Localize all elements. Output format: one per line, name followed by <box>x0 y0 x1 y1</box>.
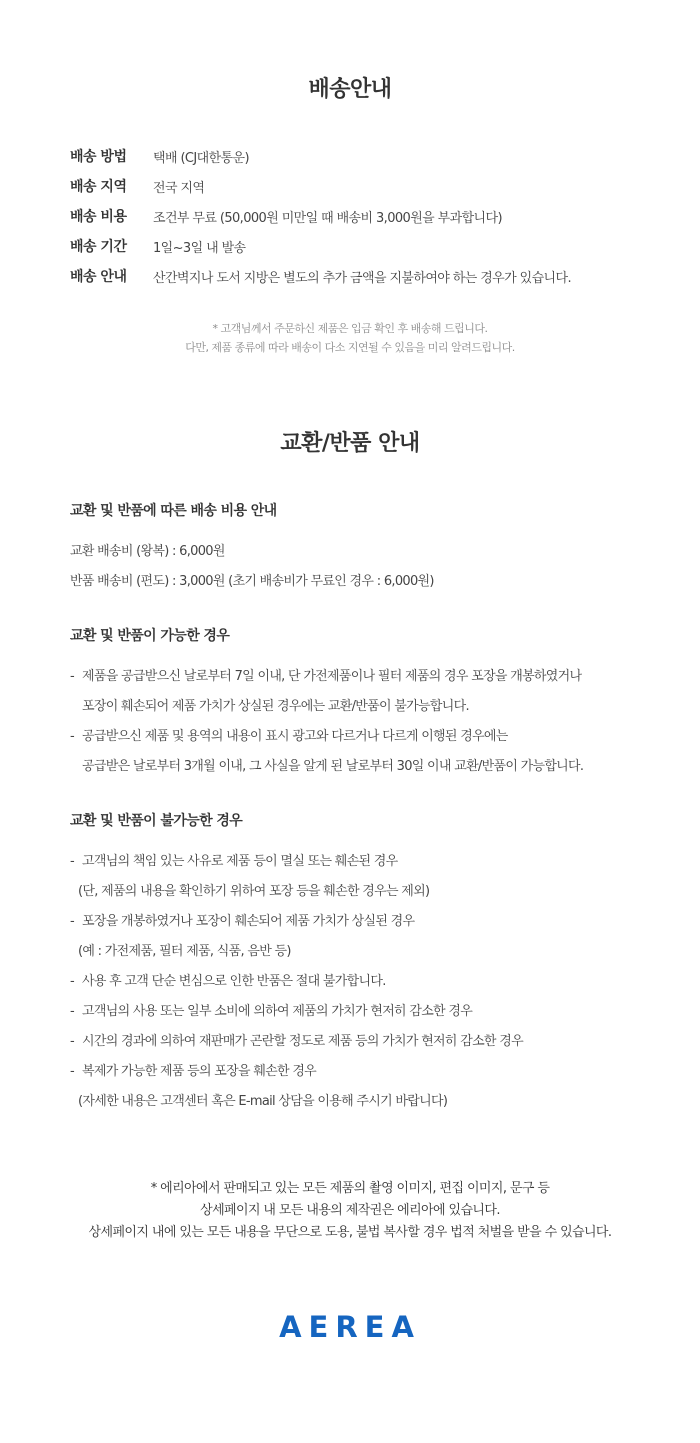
shipping-method-value: 택배 (CJ대한통운) <box>153 151 249 166</box>
exchange-impossible-heading: 교환 및 반품이 불가능한 경우 <box>70 813 243 829</box>
exchange-cost-heading: 교환 및 반품에 따른 배송 비용 안내 <box>70 503 277 519</box>
list-item: - 고객님의 사용 또는 일부 소비에 의하여 제품의 가치가 현저히 감소한 경우 <box>70 1004 473 1019</box>
shipping-notice-label: 배송 안내 <box>70 269 127 285</box>
list-item: - 공급받으신 제품 및 용역의 내용이 표시 광고와 다르거나 다르게 이행된 경우에는 <box>70 729 508 744</box>
list-item: - 포장을 개봉하였거나 포장이 훼손되어 제품 가치가 상실된 경우 <box>70 914 415 929</box>
exchange-possible-heading: 교환 및 반품이 가능한 경우 <box>70 628 230 644</box>
shipping-period-value: 1일~3일 내 발송 <box>153 241 246 256</box>
list-item: - 제품을 공급받으신 날로부터 7일 이내, 단 가전제품이나 필터 제품의 경우 포장을 개봉하였거나 <box>70 669 582 684</box>
exchange-title: 교환/반품 안내 <box>280 431 420 456</box>
shipping-cost-label: 배송 비용 <box>70 209 127 225</box>
shipping-title: 배송안내 <box>308 77 392 102</box>
list-item: - 사용 후 고객 단순 변심으로 인한 반품은 절대 불가합니다. <box>70 974 386 989</box>
shipping-region-value: 전국 지역 <box>153 181 205 196</box>
shipping-period-label: 배송 기간 <box>70 239 127 255</box>
shipping-region-label: 배송 지역 <box>70 179 127 195</box>
list-item: - 시간의 경과에 의하여 재판매가 곤란할 정도로 제품 등의 가치가 현저히 감소한 경우 <box>70 1034 523 1049</box>
list-item: - 복제가 가능한 제품 등의 포장을 훼손한 경우 <box>70 1064 317 1079</box>
shipping-note-line-2: 다만, 제품 종류에 따라 배송이 다소 지연될 수 있음을 미리 알려드립니다. <box>185 341 515 354</box>
exchange-cost-line-2: 반품 배송비 (편도) : 3,000원 (초기 배송비가 무료인 경우 : 6,000원) <box>70 574 434 589</box>
list-item: 공급받은 날로부터 3개월 이내, 그 사실을 알게 된 날로부터 30일 이내 교환/반품이 가능합니다. <box>82 759 584 774</box>
exchange-cost-line-1: 교환 배송비 (왕복) : 6,000원 <box>70 544 225 559</box>
copyright-line-1: * 에리아에서 판매되고 있는 모든 제품의 촬영 이미지, 편집 이미지, 문구 등 <box>150 1181 550 1196</box>
brand-logo: AEREA <box>279 1310 421 1344</box>
list-item: (단, 제품의 내용을 확인하기 위하여 포장 등을 훼손한 경우는 제외) <box>78 884 430 899</box>
shipping-notice-value: 산간벽지나 도서 지방은 별도의 추가 금액을 지불하여야 하는 경우가 있습니다. <box>153 271 571 286</box>
copyright-line-3: 상세페이지 내에 있는 모든 내용을 무단으로 도용, 불법 복사할 경우 법적 처벌을 받을 수 있습니다. <box>88 1225 612 1240</box>
list-item: 포장이 훼손되어 제품 가치가 상실된 경우에는 교환/반품이 불가능합니다. <box>82 699 469 714</box>
shipping-note-line-1: * 고객님께서 주문하신 제품은 입금 확인 후 배송해 드립니다. <box>212 322 488 335</box>
list-item: (예 : 가전제품, 필터 제품, 식품, 음반 등) <box>78 944 291 959</box>
list-item: (자세한 내용은 고객센터 혹은 E-mail 상담을 이용해 주시기 바랍니다) <box>78 1094 448 1109</box>
shipping-cost-value: 조건부 무료 (50,000원 미만일 때 배송비 3,000원을 부과합니다) <box>153 211 502 226</box>
shipping-method-label: 배송 방법 <box>70 149 127 165</box>
copyright-line-2: 상세페이지 내 모든 내용의 제작권은 에리아에 있습니다. <box>200 1203 500 1218</box>
list-item: - 고객님의 책임 있는 사유로 제품 등이 멸실 또는 훼손된 경우 <box>70 854 398 869</box>
